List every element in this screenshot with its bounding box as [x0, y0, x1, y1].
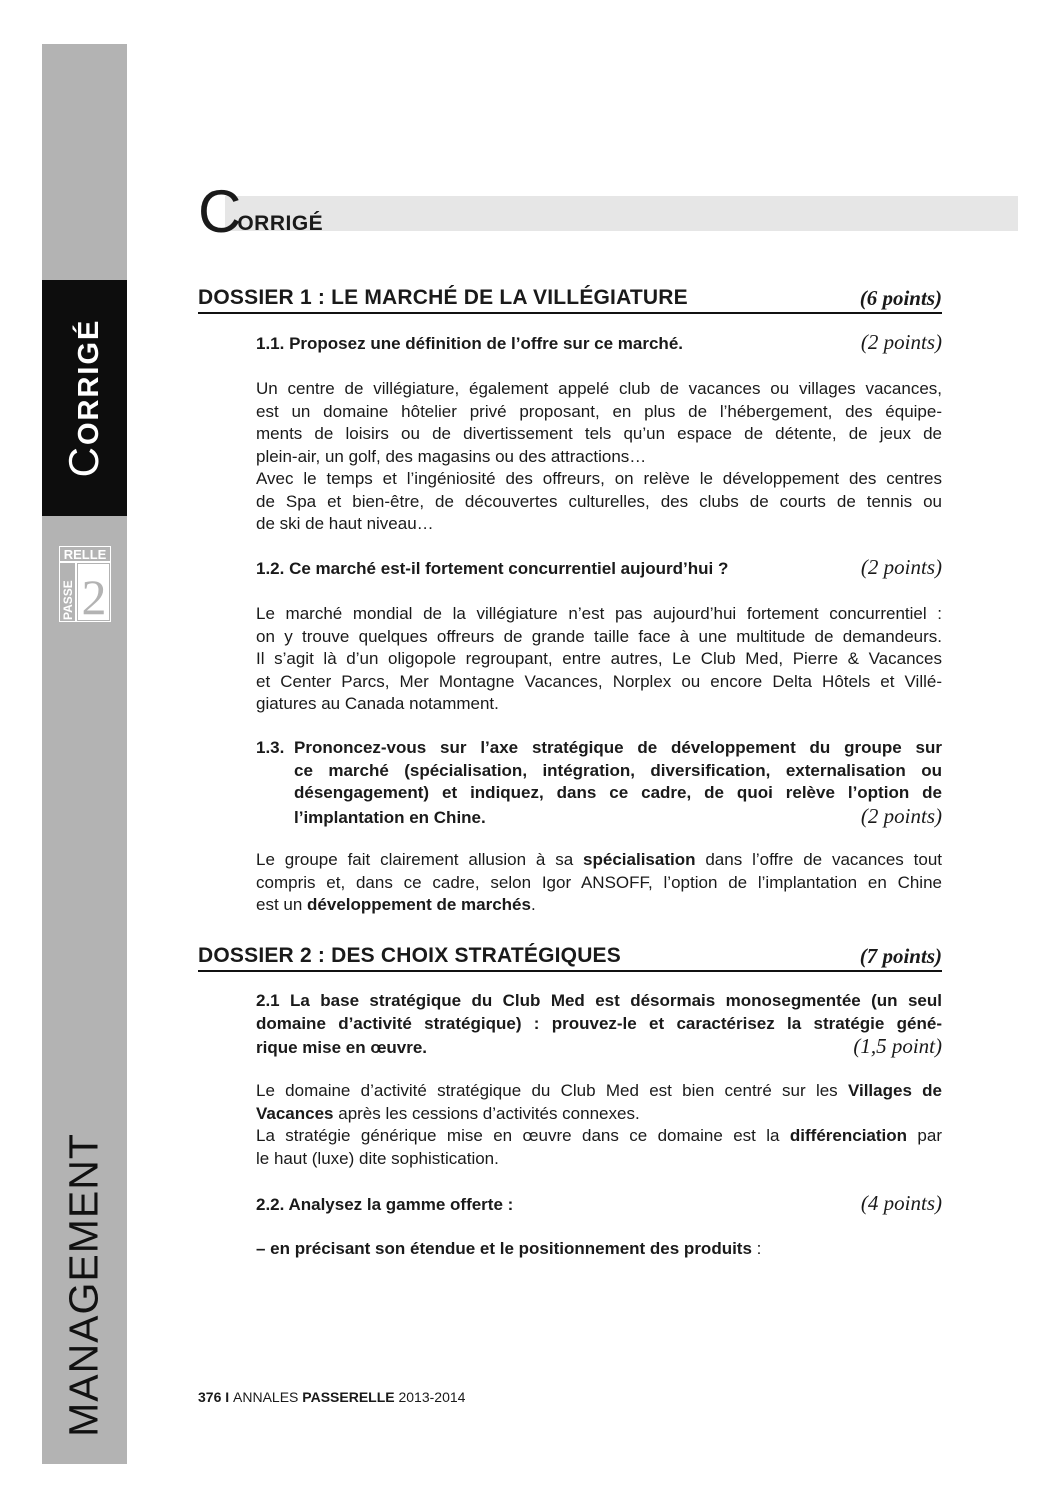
- sidebar-subject: MANAGEMENT: [60, 1133, 107, 1437]
- question-2-1-points: (1,5 point): [853, 1034, 942, 1058]
- answer-line: giatures au Canada notamment.: [256, 694, 499, 713]
- question-line: domaine d’activité stratégique) : prouvez-le et caractérisez la stratégie géné-: [256, 1013, 942, 1033]
- passerelle-2-logo: [59, 546, 111, 622]
- answer-line: Le marché mondial de la villégiature n’est pas aujourd’hui fortement concurrentiel :: [256, 604, 942, 623]
- dossier-2-heading: [198, 940, 942, 972]
- question-2-2-sub: – en précisant son étendue et le positionnement des produits :: [256, 1239, 762, 1258]
- answer-line: ments de loisirs ou de divertissement tels qu’un espace de détente, de jeux de: [256, 424, 942, 443]
- question-line: désengagement) et indiquez, dans ce cadre, de quoi relève l’option de: [294, 783, 942, 802]
- bold-term: développement de marchés: [307, 895, 531, 914]
- sidebar-section-label: CORRIGÉ: [60, 318, 107, 478]
- question-1-1: [256, 331, 942, 356]
- answer-2-1: Le domaine d’activité stratégique du Club Med est bien centré sur les Villages de Vacances après les cessions d’activités connexes. La stratégie générique mise en œuvre dans ce domaine est la différenciation par le haut (luxe) dite sophistication.: [256, 1080, 942, 1170]
- answer-line: Un centre de villégiature, également appelé club de vacances ou villages vacances,: [256, 379, 942, 398]
- question-1-2: [256, 556, 942, 581]
- question-1-3-points: (2 points): [860, 803, 942, 828]
- question-2-2-points: (4 points): [860, 1191, 942, 1215]
- logo-word-passe: PASSE: [61, 580, 75, 620]
- answer-line: est un domaine hôtelier privé proposant, en plus de l’hébergement, des équipe-: [256, 401, 942, 421]
- answer-line: de Spa et bien-être, de découvertes culturelles, des clubs de courts de tennis ou: [256, 491, 942, 511]
- answer-line: on y trouve quelques offreurs de grande taille face à une multitude de demandeurs.: [256, 626, 942, 646]
- logo-number: 2: [81, 569, 107, 622]
- bold-term: spécialisation: [583, 850, 696, 869]
- answer-line: plein-air, un golf, des magasins ou des attractions…: [256, 446, 647, 466]
- question-2-2: [256, 1192, 942, 1217]
- question-2-2-label: 2.2. Analysez la gamme offerte :: [256, 1195, 514, 1214]
- question-1-3: [256, 737, 942, 829]
- question-2-1: [256, 990, 942, 1060]
- question-line: ce marché (spécialisation, intégration, diversification, externalisation ou: [294, 760, 942, 780]
- answer-line: le haut (luxe) dite sophistication.: [256, 1148, 499, 1168]
- dossier-2-points: (7 points): [859, 944, 942, 968]
- header-band: [225, 196, 1018, 231]
- bold-term: Villages de: [847, 1081, 943, 1100]
- answer-1-1: [256, 378, 942, 536]
- question-line: Prononcez-vous sur l’axe stratégique de développement du groupe sur: [294, 738, 942, 757]
- question-line: rique mise en œuvre.: [256, 1038, 427, 1057]
- page-number: 376: [198, 1389, 222, 1405]
- bold-term: – en précisant son étendue et le positionnement des produits: [256, 1239, 752, 1258]
- question-1-2-label: 1.2. Ce marché est-il fortement concurrentiel aujourd’hui ?: [256, 559, 729, 578]
- dossier-1-points: (6 points): [859, 286, 942, 310]
- answer-line: et Center Parcs, Mer Montagne Vacances, Norplex ou encore Delta Hôtels et Villé-: [256, 671, 942, 691]
- dossier-1-title: DOSSIER 1 : LE MARCHÉ DE LA VILLÉGIATURE: [198, 286, 688, 309]
- dossier-1-heading: [198, 282, 942, 314]
- bold-term: Vacances: [256, 1103, 334, 1123]
- answer-line: de ski de haut niveau…: [256, 514, 434, 533]
- page-footer: 376 I ANNALES PASSERELLE 2013-2014: [198, 1389, 466, 1405]
- question-line: l’implantation en Chine.: [294, 807, 486, 827]
- answer-line: Avec le temps et l’ingéniosité des offreurs, on relève le développement des centres: [256, 469, 942, 488]
- answer-1-3: Le groupe fait clairement allusion à sa spécialisation dans l’offre de vacances tout compris et, dans ce cadre, selon Igor ANSOFF, l’option de l’implantation en Chine est un développement de marchés.: [256, 850, 943, 914]
- bold-term: différenciation: [789, 1126, 908, 1145]
- question-1-1-points: (2 points): [860, 330, 942, 354]
- answer-line: Il s’agit là d’un oligopole regroupant, entre autres, Le Club Med, Pierre & Vacances: [256, 649, 942, 668]
- question-1-3-number: 1.3.: [256, 738, 285, 757]
- dossier-2-title: DOSSIER 2 : DES CHOIX STRATÉGIQUES: [198, 944, 621, 967]
- question-1-1-label: 1.1. Proposez une définition de l’offre sur ce marché.: [256, 334, 683, 353]
- page-title: C ORRIGÉ: [198, 178, 324, 245]
- answer-1-2: [256, 603, 942, 716]
- question-line: 2.1 La base stratégique du Club Med est désormais monosegmentée (un seul: [256, 991, 942, 1010]
- logo-word-relle: RELLE: [63, 547, 107, 562]
- answer-line: compris et, dans ce cadre, selon Igor ANSOFF, l’option de l’implantation en Chine: [256, 872, 942, 892]
- question-1-2-points: (2 points): [860, 555, 942, 579]
